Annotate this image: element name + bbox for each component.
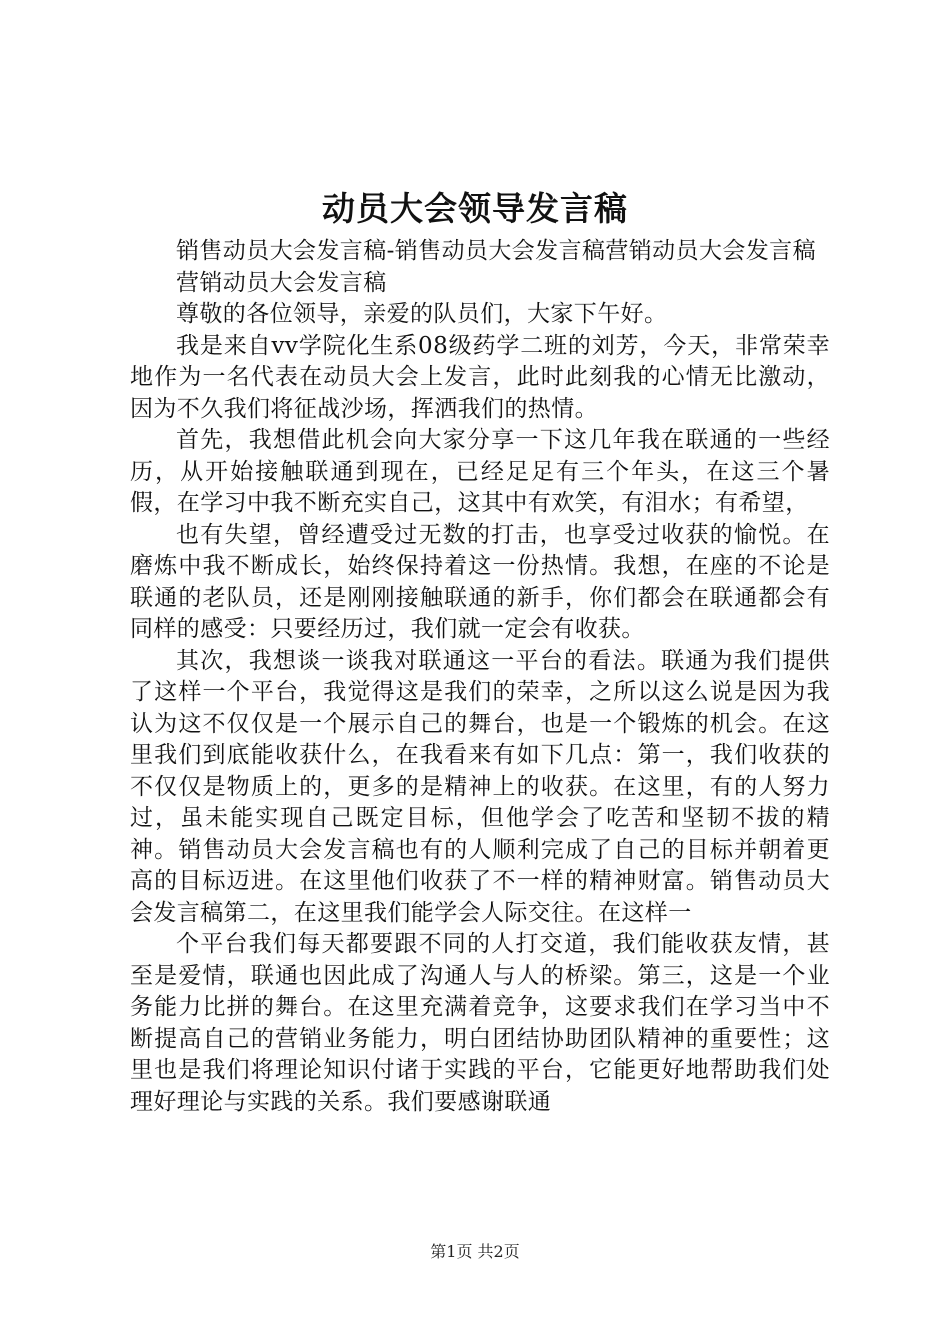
paragraph-8: 个平台我们每天都要跟不同的人打交道，我们能收获友情，甚至是爱情，联通也因此成了沟通人与人的桥梁。第三，这是一个业务能力比拼的舞台。在这里充满着竞争，这要求我们在学习当中不断提高自己的营销业务能力，明白团结协助团队精神的重要性；这里也是我们将理论知识付诸于实践的平台，它能更好地帮助我们处理好理论与实践的关系。我们要感谢联通	[130, 931, 830, 1115]
document-title: 动员大会领导发言稿	[322, 189, 628, 228]
paragraph-2: 营销动员大会发言稿	[176, 269, 387, 296]
paragraph-1: 销售动员大会发言稿-销售动员大会发言稿营销动员大会发言稿	[176, 238, 816, 264]
document-body	[130, 236, 830, 1118]
paragraph-5: 首先，我想借此机会向大家分享一下这几年我在联通的一些经历，从开始接触联通到现在，已经足足有三个年头，在这三个暑假，在学习中我不断充实自己，这其中有欢笑，有泪水；有希望，	[130, 427, 830, 516]
paragraph-7: 其次，我想谈一谈我对联通这一平台的看法。联通为我们提供了这样一个平台，我觉得这是我们的荣幸，之所以这么说是因为我认为这不仅仅是一个展示自己的舞台，也是一个锻炼的机会。在这里我们到底能收获什么，在我看来有如下几点：第一，我们收获的不仅仅是物质上的，更多的是精神上的收获。在这里，有的人努力过，虽未能实现自己既定目标，但他学会了吃苦和坚韧不拔的精神。销售动员大会发言稿也有的人顺利完成了自己的目标并朝着更高的目标迈进。在这里他们收获了不一样的精神财富。销售动员大会发言稿第二，在这里我们能学会人际交往。在这样一	[130, 647, 830, 926]
page-footer: 第1页 共2页	[430, 1242, 520, 1261]
paragraph-4: 我是来自vv学院化生系08级药学二班的刘芳，今天，非常荣幸地作为一名代表在动员大会上发言，此时此刻我的心情无比激动，因为不久我们将征战沙场，挥洒我们的热情。	[130, 332, 830, 422]
paragraph-6: 也有失望，曾经遭受过无数的打击，也享受过收获的愉悦。在磨炼中我不断成长，始终保持着这一份热情。我想，在座的不论是联通的老队员，还是刚刚接触联通的新手，你们都会在联通都会有同样的感受：只要经历过，我们就一定会有收获。	[130, 521, 830, 642]
paragraph-3: 尊敬的各位领导，亲爱的队员们，大家下午好。	[176, 301, 668, 327]
